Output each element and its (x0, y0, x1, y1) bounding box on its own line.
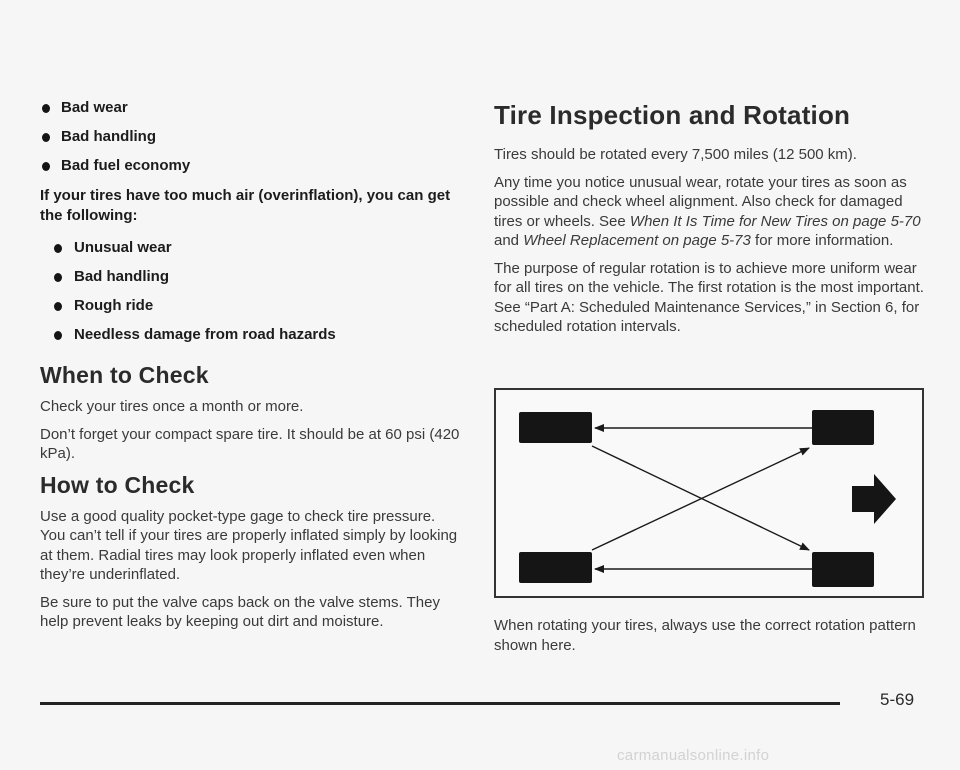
how-paragraph-1: Use a good quality pocket-type gage to check tire pressure. You can’t tell if your tires are properly inflated simply by looking at them. Radial tires may look properly inflated even when they’re underinflated. (40, 507, 458, 583)
when-to-check-heading: When to Check (40, 362, 209, 388)
bullet-icon (42, 133, 50, 142)
bullet-icon (54, 244, 62, 253)
cross-reference-link[interactable]: Wheel Replacement on page 5-73 (523, 232, 751, 249)
list-item: Needless damage from road hazards (40, 325, 460, 354)
rotation-purpose-paragraph: The purpose of regular rotation is to achieve more uniform wear for all tires on the vehicle. The first rotation is the most important. See “Part A: Scheduled Maintenance Services,” in Section 6, for scheduled rotation intervals. (494, 259, 924, 335)
how-paragraph-2: Be sure to put the valve caps back on the valve stems. They help prevent leaks by keeping out dirt and moisture. (40, 593, 440, 630)
rear-left-tire (519, 552, 592, 583)
left-column (40, 98, 460, 640)
rotation-caption: When rotating your tires, always use the correct rotation pattern shown here. (494, 617, 916, 654)
list-item: Bad handling (40, 267, 460, 296)
when-paragraph-1: Check your tires once a month or more. (40, 398, 304, 415)
page-number: 5-69 (880, 690, 915, 709)
overinflation-effects-list (40, 238, 460, 354)
right-column (494, 100, 934, 345)
rotation-pattern-graphic (496, 390, 922, 596)
list-item: Unusual wear (40, 238, 460, 267)
rear-right-tire (812, 552, 874, 587)
when-paragraph-2: Don’t forget your compact spare tire. It should be at 60 psi (420 kPa). (40, 425, 460, 462)
forward-direction-arrow (852, 474, 896, 524)
front-left-tire (519, 412, 592, 443)
list-item: Bad wear (40, 98, 460, 127)
front-right-tire (812, 410, 874, 445)
list-item: Bad fuel economy (40, 156, 460, 185)
bullet-icon (42, 104, 50, 113)
cross-reference-link[interactable]: When It Is Time for New Tires on page 5-70 (629, 212, 921, 230)
footer-rule (40, 702, 840, 705)
section-title: Tire Inspection and Rotation (494, 100, 851, 130)
how-to-check-heading: How to Check (40, 471, 195, 498)
list-item: Bad handling (40, 127, 460, 156)
bullet-icon (54, 273, 62, 282)
list-item: Rough ride (40, 296, 460, 325)
tire-rotation-diagram (494, 388, 924, 598)
underinflation-effects-list (40, 98, 460, 185)
bullet-icon (42, 162, 50, 171)
unusual-wear-paragraph: Any time you notice unusual wear, rotate your tires as soon as possible and check wheel alignment. Also check for damaged tires or wheels. See When It Is Time for New Tires on page 5-70 and Wheel Replacement on page 5-73 for more information. (494, 173, 921, 249)
bullet-icon (54, 331, 62, 340)
overinflation-heading: If your tires have too much air (overinflation), you can get the following: (40, 187, 451, 224)
rotation-interval-paragraph: Tires should be rotated every 7,500 miles (12 500 km). (494, 146, 857, 163)
watermark-text: carmanualsonline.info (617, 747, 770, 764)
bullet-icon (54, 302, 62, 311)
